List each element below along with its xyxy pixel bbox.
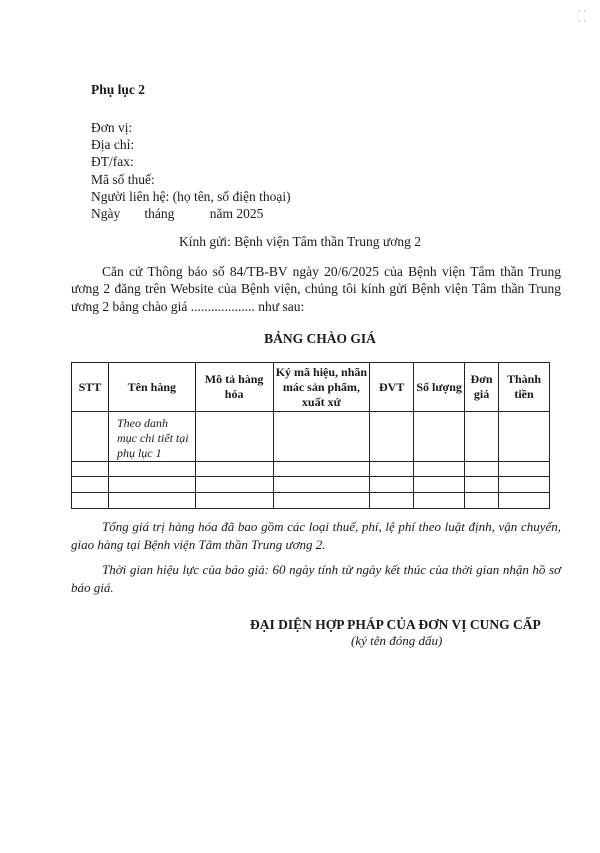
table-cell bbox=[499, 493, 550, 509]
tax-code-line: Mã số thuế: bbox=[91, 171, 155, 187]
item-description-cell: Theo danh mục chi tiết tại phụ lục 1 bbox=[108, 412, 195, 462]
table-cell bbox=[195, 462, 273, 477]
sender-info bbox=[91, 119, 291, 222]
table-cell bbox=[72, 493, 109, 509]
date-line bbox=[91, 205, 291, 222]
date-month: tháng bbox=[144, 206, 175, 222]
unit-line: Đơn vị: bbox=[91, 120, 133, 135]
header-quantity: Số lượng bbox=[414, 363, 465, 412]
address-line: Địa chỉ: bbox=[91, 137, 135, 153]
quote-table bbox=[71, 362, 550, 509]
table-cell bbox=[72, 412, 109, 462]
scan-specks: · · · · bbox=[577, 6, 586, 26]
note-taxes: Tổng giá trị hàng hóa đã bao gồm các loại thuế, phí, lệ phí theo luật định, vận chuyển, giao hàng tại Bệnh viện Tâm thần Trung ương 2. bbox=[71, 519, 561, 552]
table-cell bbox=[72, 462, 109, 477]
table-cell bbox=[499, 462, 550, 477]
header-total: Thành tiền bbox=[499, 363, 550, 412]
table-cell bbox=[273, 477, 370, 493]
date-year: năm 2025 bbox=[209, 206, 264, 222]
header-unit: ĐVT bbox=[370, 363, 414, 412]
table-cell bbox=[195, 493, 273, 509]
header-description: Mô tả hàng hóa bbox=[195, 363, 273, 412]
header-model-origin: Ký mã hiệu, nhãn mác sản phẩm, xuất xứ bbox=[273, 363, 370, 412]
header-unit-price: Đơn giá bbox=[465, 363, 499, 412]
note-validity: Thời gian hiệu lực của báo giá: 60 ngày tính từ ngày kết thúc của thời gian nhận hồ sơ báo giá. bbox=[71, 562, 561, 595]
contact-line: Người liên hệ: (họ tên, số điện thoại) bbox=[91, 188, 291, 204]
signature-title: ĐẠI DIỆN HỢP PHÁP CỦA ĐƠN VỊ CUNG CẤP bbox=[250, 617, 541, 632]
table-row bbox=[72, 493, 550, 509]
table-cell bbox=[465, 462, 499, 477]
table-row bbox=[72, 462, 550, 477]
table-row bbox=[72, 412, 550, 462]
table-cell bbox=[108, 462, 195, 477]
appendix-label: Phụ lục 2 bbox=[91, 82, 146, 97]
table-cell bbox=[195, 477, 273, 493]
table-cell bbox=[370, 493, 414, 509]
table-cell bbox=[370, 477, 414, 493]
table-cell bbox=[72, 477, 109, 493]
table-cell bbox=[370, 462, 414, 477]
table-cell bbox=[273, 462, 370, 477]
signature-note: (ký tên đóng dấu) bbox=[351, 633, 443, 648]
date-day: Ngày bbox=[91, 206, 121, 222]
table-row bbox=[72, 477, 550, 493]
table-cell bbox=[195, 412, 273, 462]
table-cell bbox=[108, 477, 195, 493]
phone-fax-line: ĐT/fax: bbox=[91, 154, 134, 170]
header-stt: STT bbox=[72, 363, 109, 412]
intro-paragraph: Căn cứ Thông báo số 84/TB-BV ngày 20/6/2025 của Bệnh viện Tâm thần Trung ương 2 đăng trên Website của Bệnh viện, chúng tôi kính gửi Bệnh viện Tâm thần Trung ương 2 bảng chào giá ................... như sau: bbox=[71, 264, 561, 314]
table-cell bbox=[465, 477, 499, 493]
notes-section bbox=[71, 518, 561, 604]
table-cell bbox=[273, 493, 370, 509]
table-cell bbox=[414, 412, 465, 462]
table-title: BẢNG CHÀO GIÁ bbox=[264, 331, 376, 346]
recipient-line: Kính gửi: Bệnh viện Tâm thần Trung ương 2 bbox=[178, 234, 422, 249]
table-cell bbox=[370, 412, 414, 462]
table-header-row bbox=[72, 363, 550, 412]
table-cell bbox=[108, 493, 195, 509]
table-cell bbox=[499, 412, 550, 462]
table-cell bbox=[273, 412, 370, 462]
table-cell bbox=[414, 477, 465, 493]
table-cell bbox=[499, 477, 550, 493]
table-cell bbox=[465, 493, 499, 509]
table-cell bbox=[414, 493, 465, 509]
table-cell bbox=[465, 412, 499, 462]
table-cell bbox=[414, 462, 465, 477]
header-item-name: Tên hàng bbox=[108, 363, 195, 412]
